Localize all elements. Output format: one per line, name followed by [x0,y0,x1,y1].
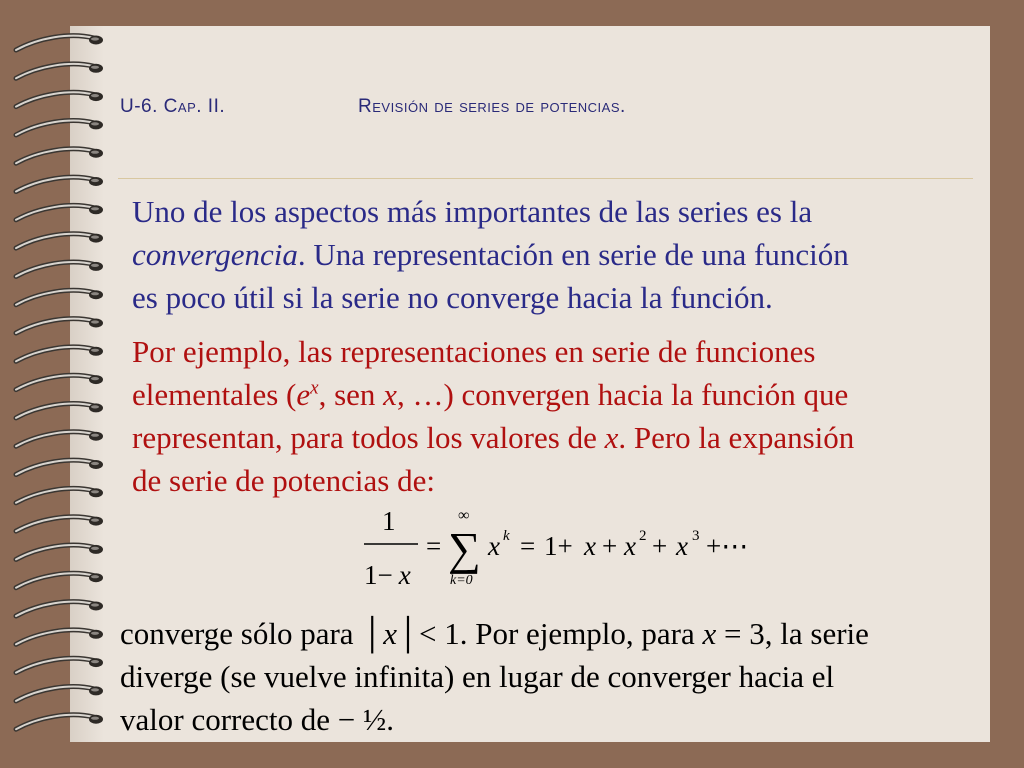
spiral-coil [16,403,103,418]
spiral-coil [16,290,103,305]
lower-limit: k=0 [450,573,473,588]
spiral-coil [16,630,103,645]
paragraph-line [132,416,854,459]
text-span: │< 1. Por ejemplo, para [397,616,703,651]
upper-limit: ∞ [458,507,470,524]
spiral-coil [16,319,103,334]
spiral-coil [16,64,103,79]
rhs-one-plus: 1+ [544,531,573,561]
equals-sign: = [520,531,536,561]
rhs-ellipsis: +⋯ [706,531,749,561]
spiral-coil [16,658,103,673]
rhs-x-cubed: x [676,531,688,561]
spiral-coil [16,686,103,701]
spiral-coil [16,234,103,249]
series-term-x: x [488,531,500,561]
rhs-exponent-3: 3 [692,528,700,544]
math-x: x [604,420,619,455]
equals-sign: = [426,531,442,561]
spiral-coil [16,36,103,51]
rhs-plus: + [602,531,618,561]
summation-sign: ∑ [448,523,481,574]
power-series-formula [360,500,780,595]
rhs-plus: + [652,531,668,561]
chapter-code: U-6. Cap. II. [120,96,226,117]
spiral-coil [16,545,103,560]
text-span: elementales ( [132,377,297,412]
paragraph-line: Uno de los aspectos más importantes de las series es la [132,194,813,229]
spiral-coil [16,460,103,475]
paragraph-line [132,233,849,276]
slide-title: Revisión de series de potencias. [358,96,626,117]
paragraph-line: diverge (se vuelve infinita) en lugar de converger hacia el [120,659,835,694]
paragraph-line [120,612,869,655]
spiral-coil [16,432,103,447]
spiral-coil [16,262,103,277]
spiral-coil [16,149,103,164]
paragraph-line: Por ejemplo, las representaciones en serie de funciones [132,334,816,369]
spiral-coil [16,205,103,220]
rhs-x: x [584,531,596,561]
math-x: x [383,616,398,651]
rhs-exponent-2: 2 [639,528,647,544]
paragraph-convergence [132,190,849,319]
spiral-coil [16,488,103,503]
math-x: x [383,377,397,412]
header-divider [118,178,973,179]
spiral-coil [16,573,103,588]
series-term-k: k [503,528,510,544]
convergence-term: convergencia [132,237,298,272]
paragraph-line: es poco útil si la serie no converge hacia la función. [132,280,773,315]
paragraph-line [132,373,854,416]
text-span: representan, para todos los valores de [132,420,605,455]
spiral-binding [0,0,110,768]
paragraph-line: de serie de potencias de: [132,463,435,498]
text-span: = 3, la serie [716,616,869,651]
spiral-coil [16,177,103,192]
text-span: , …) convergen hacia la función que [396,377,849,412]
text-span: converge sólo para │ [120,616,384,651]
paragraph-divergence [120,612,869,741]
spiral-coil [16,517,103,532]
paragraph-line: valor correcto de − ½. [120,702,394,737]
text-span: . Pero la expansión [618,420,855,455]
fraction-numerator: 1 [382,506,396,536]
math-x: x [702,616,717,651]
spiral-coil [16,120,103,134]
spiral-coil [16,347,103,362]
fraction-denominator: 1− x [364,560,411,590]
spiral-coil [16,715,103,730]
math-exponent: x [310,377,319,399]
spiral-coil [16,92,103,107]
spiral-coil [16,602,103,617]
math-e: e [296,377,311,412]
paragraph-example [132,330,854,502]
spiral-coil [16,375,103,390]
text-span: , sen [318,377,384,412]
rhs-x-squared: x [624,531,636,561]
text-span: . Una representación en serie de una función [297,237,849,272]
